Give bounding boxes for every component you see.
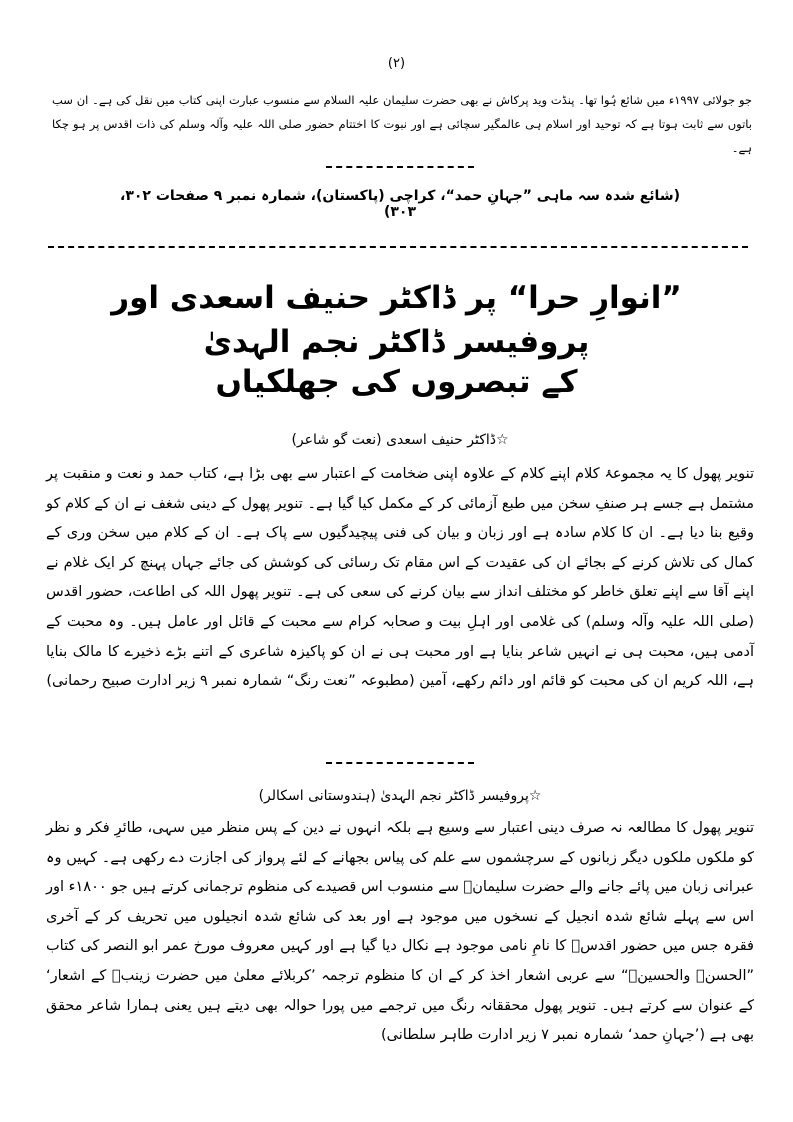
separator-dashed-short	[326, 762, 474, 764]
source-note: (شائع شدہ سہ ماہی ”جہانِ حمد“، کراچی (پاکستان)، شمارہ نمبر ۹ صفحات ۳۰۲، ۳۰۳)	[120, 188, 680, 220]
intro-paragraph: جو جولائی ۱۹۹۷ء میں شائع ہُوا تھا۔ پنڈت وید پرکاش نے بھی حضرت سلیمان علیہ السلام سے منسوب عبارت اپنی کتاب میں نقل کی ہے۔ ان سب باتوں سے ثابت ہوتا ہے کہ توحید اور اسلام ہی عالمگیر سچائی ہے اور نبوت کا اختتام حضور صلی اللہ علیہ وآلہ وسلم کی ذات اقدس پر ہو چکا ہے۔	[52, 93, 752, 155]
separator-dashed-short	[326, 166, 474, 168]
page-number: (۲)	[387, 56, 406, 71]
section-heading-hanif-asadi: ☆ڈاکٹر حنیف اسعدی (نعت گو شاعر)	[291, 432, 509, 448]
separator-dashed-long	[48, 246, 748, 248]
section-heading-najmul-huda: ☆پروفیسر ڈاکٹر نجم الہدیٰ (ہندوستانی اسکالر)	[258, 788, 542, 804]
section-body-najmul-huda: تنویر پھول کا مطالعہ نہ صرف دینی اعتبار سے وسیع ہے بلکہ انہوں نے دین کے پس منظر میں سہی، طائرِ فکر و نظر کو ملکوں ملکوں دیگر زبانوں کے سرچشموں سے علم کی پیاس بجھانے کے لئے پرواز کی اجازت دے رکھی ہے۔ کہیں وہ عبرانی زبان میں پائے جانے والے حضرت سلیمانؑ سے منسوب اس قصیدے کی منظوم ترجمانی کرتے ہیں جو ۱۸۰۰ء اور اس سے پہلے شائع شدہ انجیل کے نسخوں میں موجود ہے اور بعد کی شائع شدہ انجیلوں میں تحریف کر کے آخری فقرہ جس میں حضور اقدسؐ کا نامِ نامی موجود ہے نکال دیا گیا ہے اور کہیں معروف مورخ عمر ابو النصر کی کتاب ”الحسنؓ والحسینؓ“ سے عربی اشعار اخذ کر کے ان کا منظوم ترجمہ ’کربلائے معلیٰ میں حضرت زینبؓ کے اشعار‘ کے عنوان سے کرتے ہیں۔ تنویر پھول محققانہ رنگ میں ترجمے میں پورا حوالہ بھی دیتے ہیں یعنی ہمارا شاعر محقق بھی ہے (’جہانِ حمد‘ شمارہ نمبر ۷ زیر ادارت طاہر سلطانی)	[46, 820, 754, 1044]
article-title-line-1: ”انوارِ حرا“ پر ڈاکٹر حنیف اسعدی اور پروفیسر ڈاکٹر نجم الہدیٰ	[111, 280, 682, 360]
article-title-line-2: کے تبصروں کی جھلکیاں	[215, 364, 578, 400]
section-body-hanif-asadi: تنویر پھول کا یہ مجموعۂ کلام اپنے کلام کے علاوہ اپنی ضخامت کے اعتبار سے بھی بڑا ہے، کتاب حمد و نعت و منقبت پر مشتمل ہے جسے ہر صنفِ سخن میں طبع آزمائی کر کے مکمل کیا گیا ہے۔ تنویر پھول کے دینی شغف نے ان کے کلام کو وقیع بنا دیا ہے۔ ان کا کلام سادہ ہے اور زبان و بیان کی فنی پیچیدگیوں سے پاک ہے۔ ان کے کلام میں سخن وری کے کمال کی تلاش کرنے کے بجائے ان کی عقیدت کے اس مقام تک رسائی کی کوشش کی جائے جہاں پہنچ کر ایک غلام نے اپنے آقا سے اپنے تعلق خاطر کو مختلف انداز سے بیان کرنے کی سعی کی ہے۔ تنویر پھول اللہ کی اطاعت، حضور اقدس (صلی اللہ علیہ وآلہ وسلم) کی غلامی اور اہلِ بیت و صحابہ کرام سے محبت کے قائل اور عامل ہیں۔ وہ محبت کے آدمی ہیں، محبت ہی نے انہیں شاعر بنایا ہے اور محبت ہی نے ان کو پاکیزہ شاعری کے اتنے بڑے ذخیرے کا مالک بنایا ہے، اللہ کریم ان کی محبت کو قائم اور دائم رکھے، آمین (مطبوعہ ”نعت رنگ“ شمارہ نمبر ۹ زیر ادارت صبیح رحمانی)	[46, 466, 754, 690]
